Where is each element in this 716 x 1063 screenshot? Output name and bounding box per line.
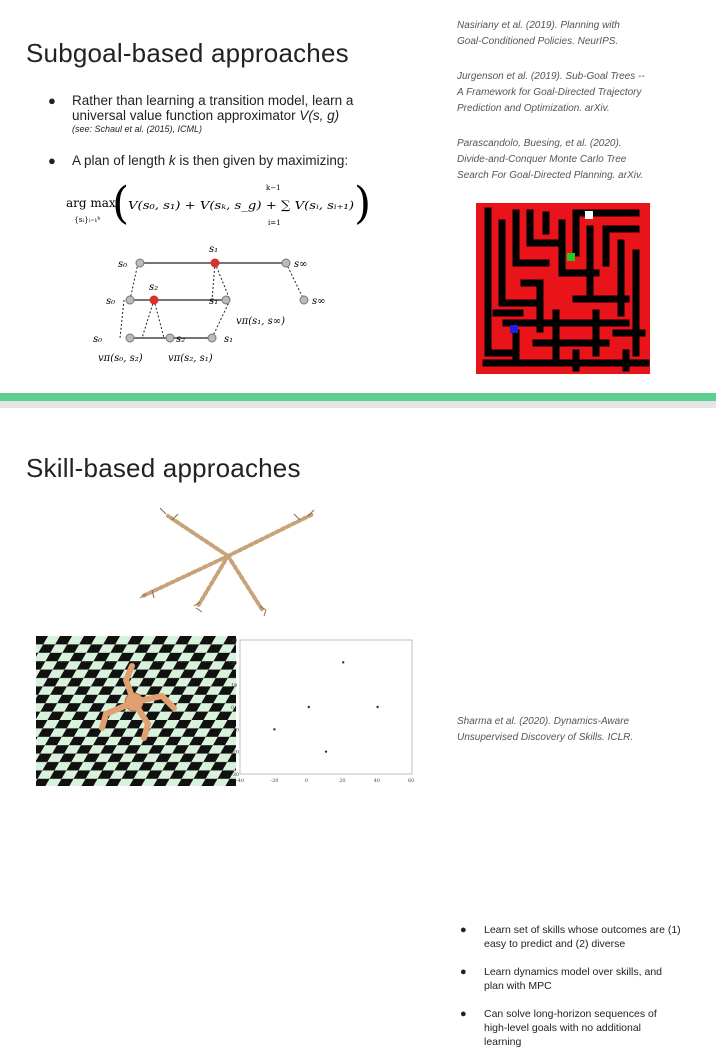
- label-value-s0-s2: vπ(s₀, s₂): [98, 353, 143, 364]
- node-sinf: [282, 259, 290, 267]
- node-s1: [208, 334, 216, 342]
- bullet-list: [44, 93, 374, 186]
- dotted-edge: [215, 263, 230, 300]
- x-tick-label: 20: [339, 778, 346, 784]
- node-s1: [222, 296, 230, 304]
- equation-paren-right: ): [354, 178, 372, 229]
- scatter-point: [325, 750, 327, 752]
- node-s0: [136, 259, 144, 267]
- y-tick-label: -10: [231, 727, 240, 734]
- equation-sum-bottom: i=1: [268, 219, 281, 227]
- bullet-citation: (see: Schaul et al. (2015), ICML): [72, 124, 203, 134]
- scatter-point: [308, 706, 310, 708]
- subgoal-node-s1: [211, 259, 220, 268]
- maze-image: [476, 203, 650, 374]
- reference-item: Parascandolo, Buesing, et al. (2020). Divide-and-Conquer Monte Carlo Tree Search For Goal-Directed Planning. arXiv.: [457, 138, 644, 181]
- dotted-edge: [154, 300, 164, 338]
- y-tick-label: 20: [231, 660, 238, 667]
- label-s0: s₀: [118, 259, 128, 270]
- label-s1: s₁: [224, 334, 234, 345]
- node-s0: [126, 334, 134, 342]
- label-sinf: s∞: [294, 259, 308, 270]
- scatter-point: [342, 661, 344, 663]
- bullet-text: Learn dynamics model over skills, and plan with MPC: [484, 966, 662, 992]
- slide-divider: [0, 393, 716, 401]
- reference-list: [457, 18, 707, 203]
- y-tick-label: 0: [231, 705, 235, 711]
- y-tick-label: 10: [231, 682, 238, 689]
- bullet-item: [44, 153, 374, 168]
- dotted-edge: [130, 263, 138, 300]
- slide-subgoal: [0, 0, 716, 393]
- label-value-s2-s1: vπ(s₂, s₁): [168, 353, 213, 364]
- node-s2: [166, 334, 174, 342]
- bullet-text: A plan of length: [72, 153, 169, 168]
- bullet-text: Can solve long-horizon sequences of high-level goals with no additional learning: [484, 1008, 657, 1048]
- bullet-dot: ●: [48, 93, 56, 108]
- bullet-var: V(s, g): [299, 108, 340, 123]
- maze-white-marker: [585, 211, 593, 219]
- bullet-dot: ●: [48, 153, 56, 168]
- bullet-item: [456, 923, 681, 951]
- dotted-edge: [212, 263, 215, 300]
- bullet-dot: ●: [460, 924, 467, 936]
- scatter-point: [273, 728, 275, 730]
- bullet-item: [456, 1007, 681, 1049]
- equation-body: V(s₀, s₁) + V(sₖ, s_g) + ∑ V(sᵢ, sᵢ₊₁): [128, 198, 354, 212]
- label-s1: s₁: [209, 296, 219, 307]
- dotted-edge: [142, 300, 154, 338]
- node-sinf: [300, 296, 308, 304]
- dotted-edge: [120, 300, 124, 338]
- bullet-item: [456, 965, 681, 993]
- y-tick-label: -20: [231, 749, 240, 756]
- slide-skill: [0, 408, 716, 1048]
- skill-scatter-chart: [230, 636, 416, 786]
- maze-goal-marker: [567, 253, 575, 261]
- equation-paren-left: (: [112, 178, 130, 229]
- slide-title: Skill-based approaches: [26, 453, 301, 483]
- x-tick-label: -20: [270, 778, 279, 784]
- equation-argmax-sub: {sᵢ}ᵢ₌₁ᵏ: [74, 215, 101, 224]
- y-tick-label: -30: [231, 772, 240, 778]
- reference-item: Jurgenson et al. (2019). Sub-Goal Trees -- A Framework for Goal-Directed Trajectory Prediction and Optimization. arXiv.: [457, 71, 645, 114]
- slide-gap: [0, 401, 716, 408]
- label-s1: s₁: [209, 244, 219, 255]
- y-tick-label: 30: [231, 638, 238, 644]
- ant-skill-trajectories: [128, 506, 328, 616]
- x-tick-label: 60: [408, 778, 415, 784]
- equation-sum-top: k−1: [266, 184, 281, 192]
- equation-argmax: arg max: [66, 196, 116, 210]
- reference-item: Sharma et al. (2020). Dynamics-Aware Unsupervised Discovery of Skills. ICLR.: [457, 716, 634, 743]
- x-tick-label: 40: [373, 778, 380, 784]
- label-s0: s₀: [106, 296, 116, 307]
- label-s0: s₀: [93, 334, 103, 345]
- slide-title: Subgoal-based approaches: [26, 38, 349, 68]
- trajectory-strokes: [143, 514, 313, 611]
- reference-item: Nasiriany et al. (2019). Planning with Goal-Conditioned Policies. NeurIPS.: [457, 20, 620, 47]
- bullet-var: k: [168, 153, 176, 168]
- bullet-text: is then given by maximizing:: [175, 153, 349, 168]
- bullet-dot: ●: [460, 966, 467, 978]
- bullet-dot: ●: [460, 1008, 467, 1020]
- equation: [62, 180, 372, 236]
- label-sinf: s∞: [312, 296, 326, 307]
- plot-area: [240, 640, 412, 774]
- maze-agent-marker: [510, 325, 518, 333]
- ant-checkerboard-image: [36, 636, 236, 786]
- bullet-list: [456, 923, 681, 1063]
- x-tick-label: -40: [236, 778, 245, 784]
- bullet-item: [44, 93, 374, 135]
- subgoal-node-s2: [150, 296, 159, 305]
- label-s2: s₂: [176, 334, 186, 345]
- bullet-text: Rather than learning a transition model, learn a universal value function approximator: [72, 93, 354, 123]
- x-tick-label: 0: [304, 778, 308, 784]
- node-s0: [126, 296, 134, 304]
- label-s2: s₂: [149, 282, 159, 293]
- bullet-text: Learn set of skills whose outcomes are (1) easy to predict and (2) diverse: [484, 924, 681, 950]
- subgoal-tree-diagram: [90, 240, 360, 370]
- scatter-point: [376, 706, 378, 708]
- label-value-s1-sinf: vπ(s₁, s∞): [236, 316, 285, 327]
